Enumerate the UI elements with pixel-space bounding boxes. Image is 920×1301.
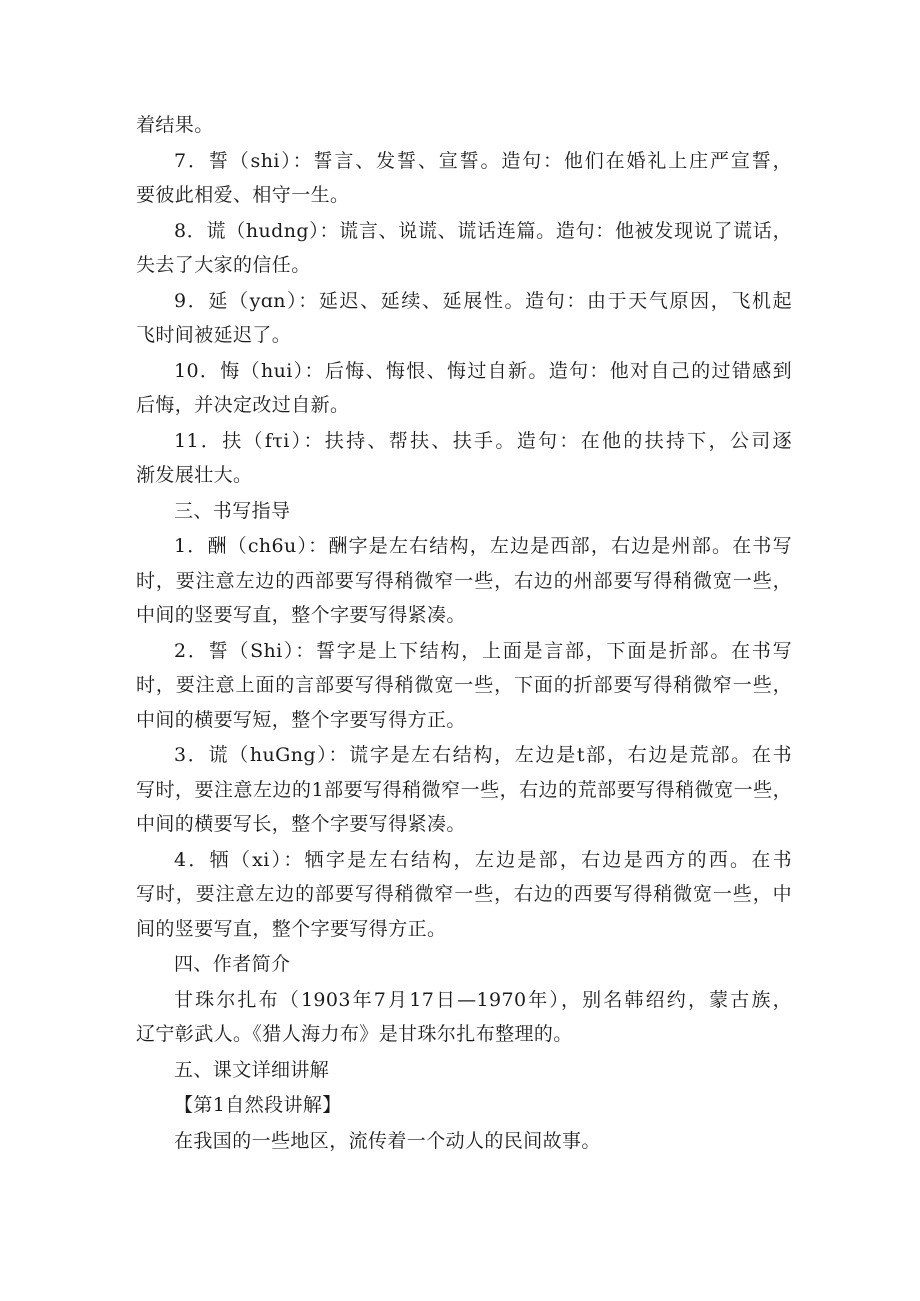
- text-line: 中间的横要写短，整个字要写得方正。: [136, 708, 466, 731]
- text-block-vocab-11: [136, 424, 792, 493]
- text-line: 后悔，并决定改过自新。: [136, 394, 350, 416]
- text-line: 在我国的一些地区，流传着一个动人的民间故事。: [174, 1129, 601, 1152]
- text-line: 中间的竖要写直，整个字要写得紧凑。: [136, 604, 466, 626]
- text-block-write-1: [136, 529, 792, 633]
- text-block-write-2: [136, 634, 792, 738]
- text-block-heading-3: [136, 494, 792, 529]
- text-line: 辽宁彰武人。《猎人海力布》是甘珠尔扎布整理的。: [136, 1023, 573, 1045]
- text-line: 9．延（yɑn）：延迟、延续、延展性。造句：由于天气原因，飞机起: [174, 289, 792, 312]
- text-block-heading-4: [136, 947, 792, 982]
- text-line: 时，要注意上面的言部要写得稍微宽一些，下面的折部要写得稍微窄一些，: [136, 674, 792, 696]
- text-line: 2．誓（Shi）：誓字是上下结构，上面是言部，下面是折部。在书写: [174, 639, 792, 662]
- text-line: 间的竖要写直，整个字要写得方正。: [136, 917, 447, 940]
- text-line: 着结果。: [136, 114, 214, 136]
- text-line: 五、课文详细讲解: [174, 1058, 330, 1081]
- text-line: 写时，要注意左边的部要写得稍微窄一些，右边的西要写得稍微宽一些，中: [136, 883, 792, 905]
- text-line: 1．酬（ch6u）：酬字是左右结构，左边是西部，右边是州部。在书写: [174, 535, 792, 557]
- text-block-write-4: [136, 843, 792, 947]
- text-block-write-3: [136, 738, 792, 842]
- text-line: 飞时间被延迟了。: [136, 324, 292, 346]
- text-line: 要彼此相爱、相守一生。: [136, 184, 350, 206]
- text-block-vocab-9: [136, 284, 792, 353]
- text-line: 【第1自然段讲解】: [174, 1094, 342, 1116]
- text-line: 时，要注意左边的西部要写得稍微窄一些，右边的州部要写得稍微宽一些，: [136, 569, 792, 592]
- text-line: 中间的横要写长，整个字要写得紧凑。: [136, 813, 466, 835]
- text-line: 写时，要注意左边的1部要写得稍微窄一些，右边的荒部要写得稍微宽一些，: [136, 778, 792, 801]
- text-line: 7．誓（shi）：誓言、发誓、宣誓。造句：他们在婚礼上庄严宣誓，: [174, 149, 792, 172]
- text-block-para-1-label: [136, 1088, 792, 1123]
- text-block-carry: [136, 108, 792, 143]
- text-block-heading-5: [136, 1053, 792, 1088]
- text-line: 10．悔（hui）：后悔、悔恨、悔过自新。造句：他对自己的过错感到: [174, 359, 792, 382]
- text-line: 11．扶（fτi）：扶持、帮扶、扶手。造句：在他的扶持下，公司逐: [174, 429, 792, 452]
- text-line: 失去了大家的信任。: [136, 254, 311, 276]
- document-page: [136, 108, 792, 1159]
- text-line: 4．牺（xi）：牺字是左右结构，左边是部，右边是西方的西。在书: [174, 848, 792, 871]
- text-line: 三、书写指导: [174, 499, 291, 522]
- text-block-author: [136, 983, 792, 1052]
- text-line: 渐发展壮大。: [136, 464, 253, 486]
- text-block-vocab-10: [136, 354, 792, 423]
- text-line: 8．谎（hudng）：谎言、说谎、谎话连篇。造句：他被发现说了谎话，: [174, 219, 792, 242]
- text-line: 甘珠尔扎布（1903年7月17日—1970年），别名韩绍约，蒙古族，: [174, 988, 792, 1011]
- text-block-para-1-text: [136, 1124, 792, 1159]
- text-block-vocab-7: [136, 144, 792, 213]
- text-block-vocab-8: [136, 214, 792, 283]
- text-line: 四、作者简介: [174, 953, 291, 975]
- text-line: 3．谎（huGng）：谎字是左右结构，左边是t部，右边是荒部。在书: [174, 744, 792, 766]
